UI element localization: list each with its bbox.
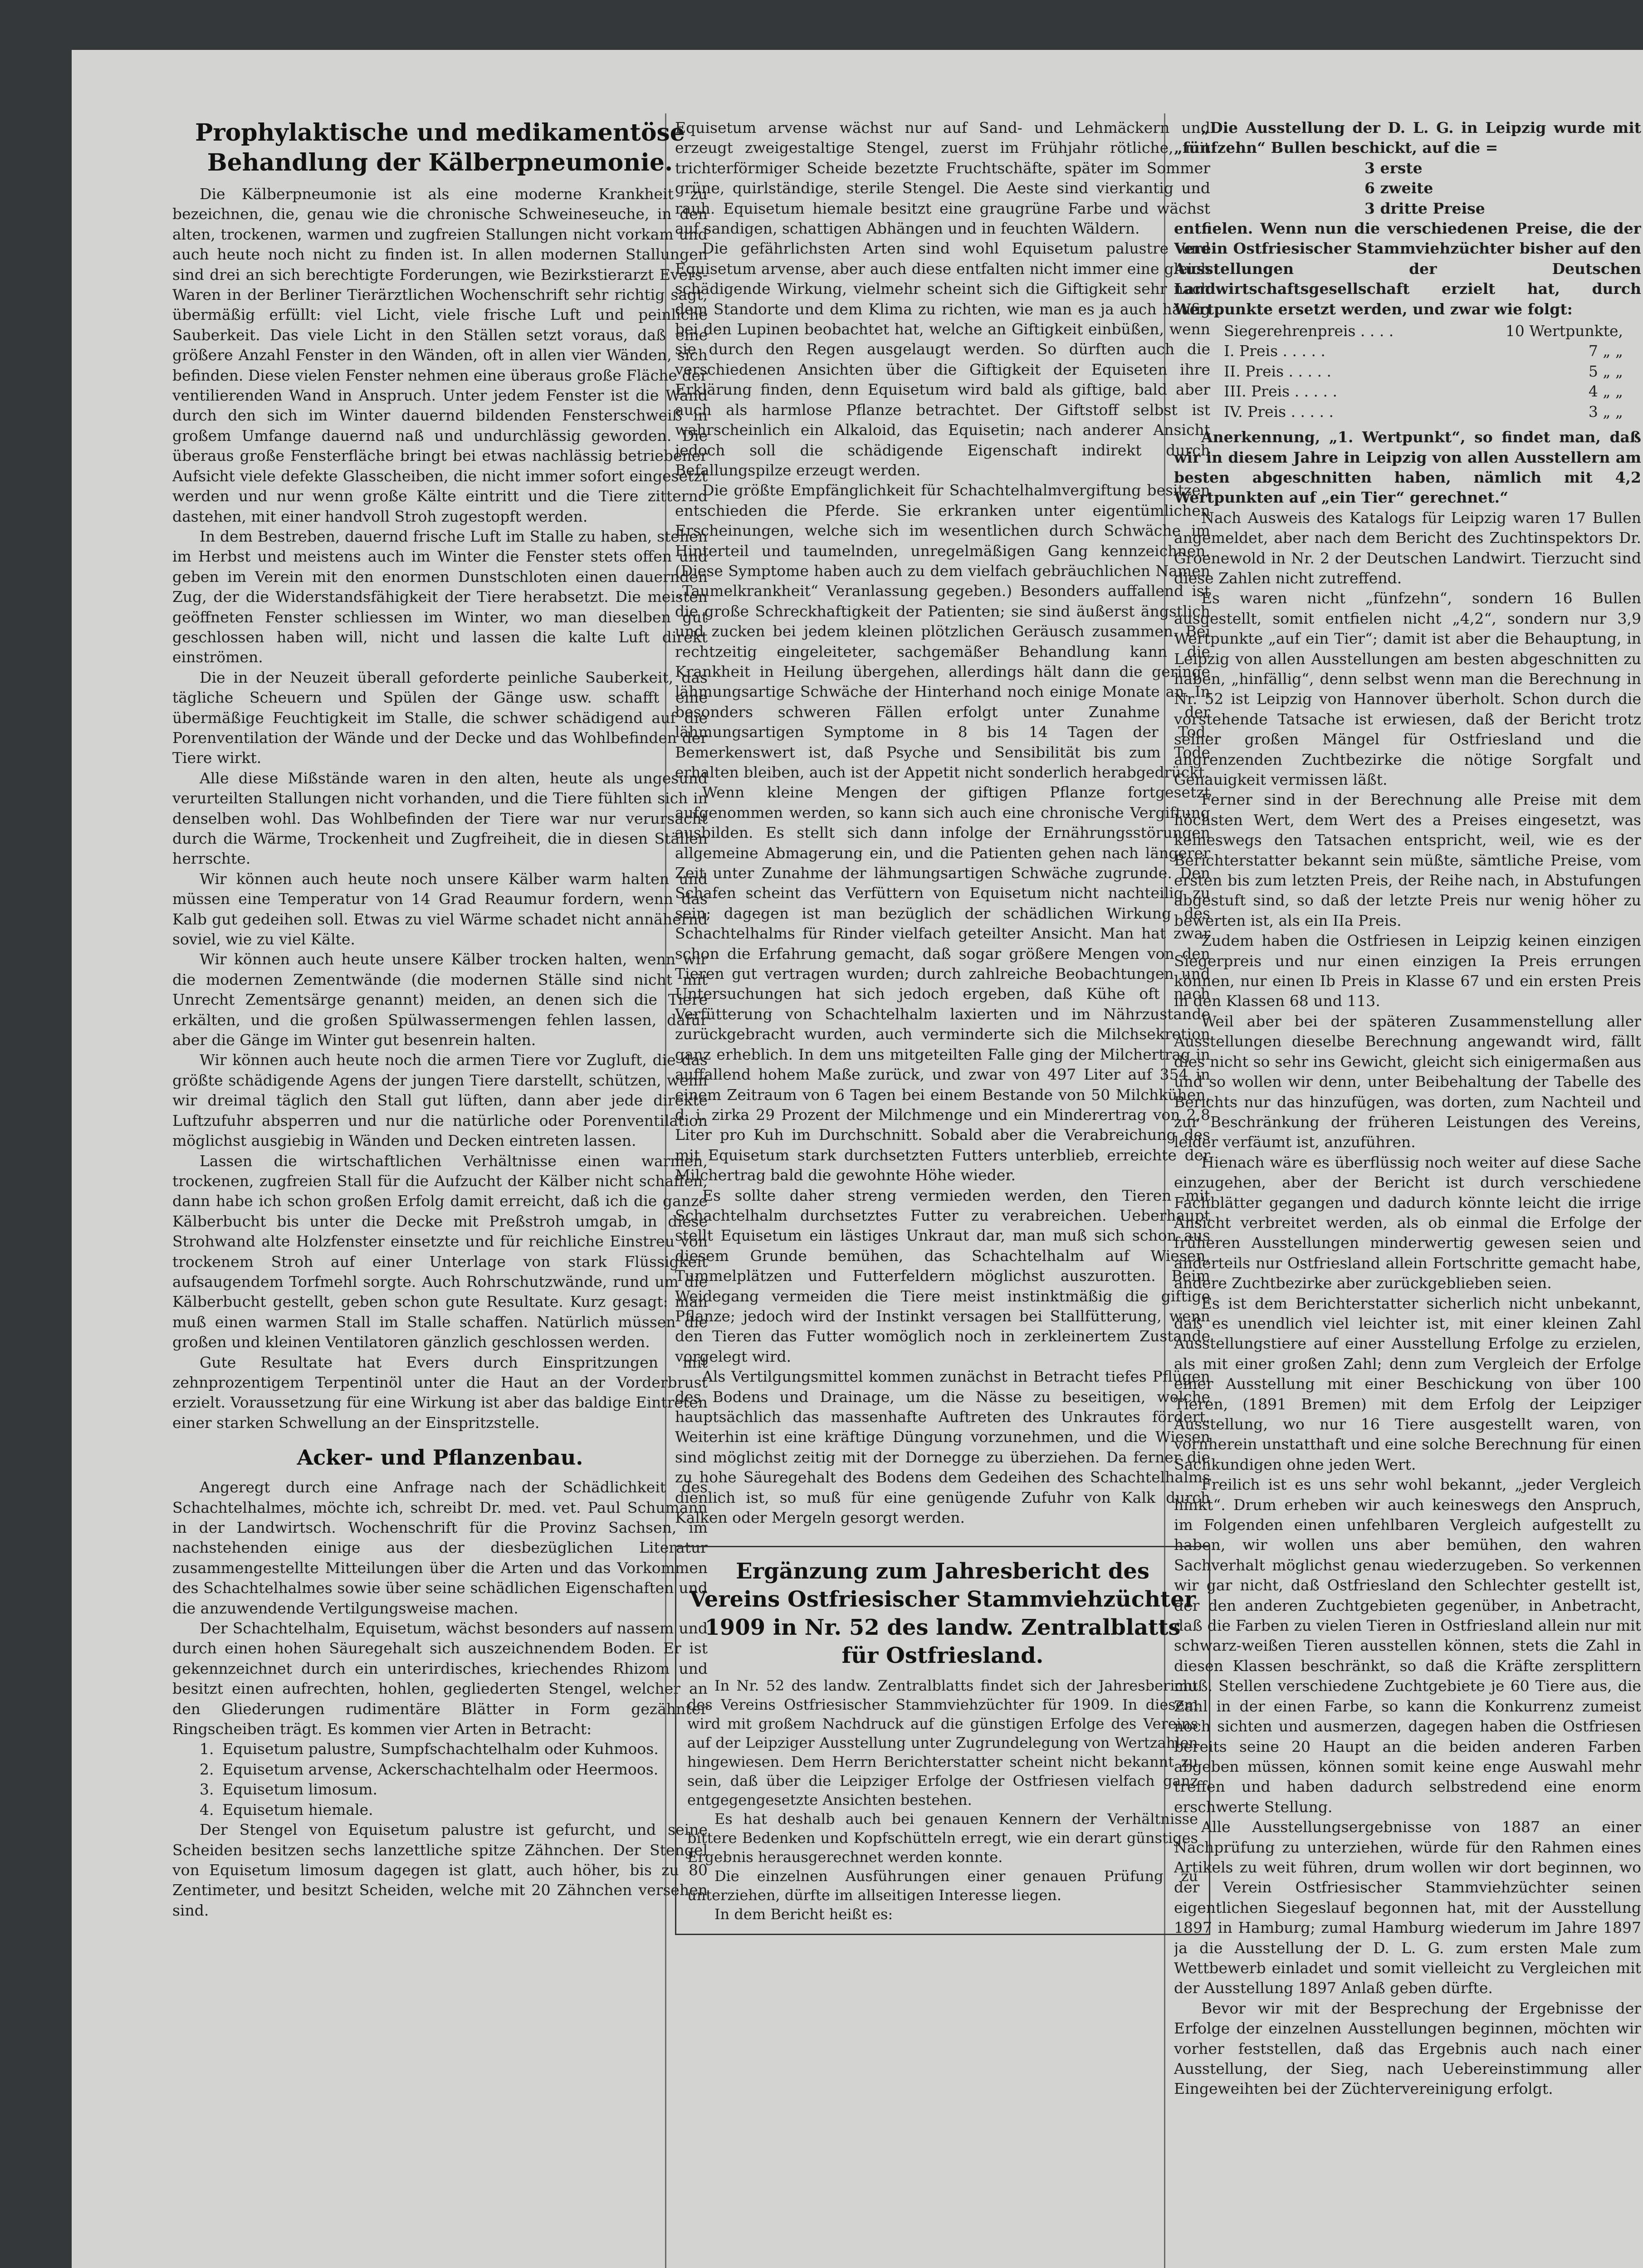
paragraph: In Nr. 52 des landw. Zentralblatts findet sich der Jahresbericht des Vereins Ostfriesischer Stammviehzüchter für 1909. In diesem wird mit großem Nachdruck auf die günstigen Erfolge des Vereins auf der Leipziger Ausstellung unter Zugrundelegung von Wertzahlen hingewiesen. Dem Herrn Berichterstatter scheint nicht bekannt zu sein, daß über die Leipziger Erfolge der Ostfriesen vielfach ganz entgegengesetzte Ansichten bestehen.: [687, 1677, 1198, 1809]
article-body-schachtelhalm: [172, 1477, 708, 1921]
article-body-pneumonie: [172, 184, 708, 1433]
paragraph: Die Kälberpneumonie ist als eine moderne Krankheit zu bezeichnen, die, genau wie die chronische Schweineseuche, in den alten, trockenen, warmen und zugfreien Stallungen nicht vorkam und auch heute noch nicht zu finden ist. In allen modernen Stallungen sind drei an sich berechtigte Forderungen, wie Bezirkstierarzt Evers-Waren in der Berliner Tierärztlichen Wochenschrift sehr richtig sagt, übermäßig erfüllt: viel Licht, viele frische Luft und peinliche Sauberkeit. Das viele Licht in den Ställen setzt voraus, daß eine größere Anzahl Fenster in den Wänden, oft in allen vier Wänden, sich befinden. Diese vielen Fenster nehmen eine überaus große Fläche der ventilierenden Wand in Anspruch. Unter jedem Fenster ist die Wand durch den sich im Winter dauernd bildenden Fensterschweiß in großem Umfange dauernd naß und undurchlässig geworden. Die überaus große Fensterfläche bringt bei etwas nachlässig betriebener Aufsicht viele defekte Glasscheiben, die nicht immer sofort eingesetzt werden und nur wenn große Kälte eintritt und die Tiere zitternd dastehen, mit einer handvoll Stroh zugestopft werden.: [172, 185, 708, 525]
paragraph: Wir können auch heute unsere Kälber trocken halten, wenn wir die modernen Zementwände (die modernen Ställe sind nicht mit Unrecht Zementsärge genannt) meiden, an denen sich die Tiere erkälten, und die großen Spülwassermengen fehlen lassen, dafür aber die Gänge im Winter gut besenrein halten.: [172, 950, 708, 1049]
paragraph: Es hat deshalb auch bei genauen Kennern der Verhältnisse bittere Bedenken und Kopfschütteln erregt, wie ein derart günstiges Ergebnis herausgerechnet werden konnte.: [687, 1810, 1198, 1866]
prize-item: 6 zweite: [1364, 179, 1433, 197]
paragraph: Bevor wir mit der Besprechung der Ergebnisse der Erfolge der einzelnen Ausstellungen beginnen, möchten wir vorher feststellen, daß das Ergebnis auch nach einer Ausstellung, der Sieg, nach Uebereinstimmung aller Eingeweihten bei der Züchtervereinigung erfolgt.: [1174, 1999, 1641, 2098]
paragraph: Nach Ausweis des Katalogs für Leipzig waren 17 Bullen angemeldet, aber nach dem Bericht des Zuchtinspektors Dr. Groenewold in Nr. 2 der Deutschen Landwirt. Tierzucht sind diese Zahlen nicht zutreffend.: [1174, 508, 1641, 587]
paragraph: Lassen die wirtschaftlichen Verhältnisse einen warmen, trockenen, zugfreien Stall für die Aufzucht der Kälber nicht schaffen, dann habe ich schon großen Erfolg damit erreicht, daß ich die ganze Kälberbucht bis unter die Decke mit Preßstroh umgab, in diese Strohwand alte Holzfenster einsetzte und für reichliche Einstreu von trockenem Stroh auf einer Unterlage von stark Flüssigkeit aufsaugendem Torfmehl sorgte. Auch Rohrschutzwände, rund um die Kälberbucht gestellt, geben schon gute Resultate. Kurz gesagt: man muß einen warmen Stall im Stalle schaffen. Natürlich müssen die großen und kleinen Ventilatoren gänzlich geschlossen werden.: [172, 1152, 708, 1351]
paragraph: Es ist dem Berichterstatter sicherlich nicht unbekannt, daß es unendlich viel leichter ist, mit einer kleinen Zahl Ausstellungstiere auf einer Ausstellung Erfolge zu erzielen, als mit einer großen Zahl; denn zum Vergleich der Erfolge einer Ausstellung mit einer Beschickung von über 100 Tieren, (1891 Bremen) mit dem Erfolg der Leipziger Ausstellung, wo nur 16 Tiere ausgestellt waren, von vornherein unstatthaft und eine solche Berechnung für einen Sachkundigen ohne jeden Wert.: [1174, 1294, 1641, 1473]
paragraph: Alle Ausstellungsergebnisse von 1887 an einer Nachprüfung zu unterziehen, würde für den Rahmen eines Artikels zu weit führen, drum wollen wir dort beginnen, wo der Verein Ostfriesischer Stammviehzüchter seinen eigentlichen Siegeslauf begonnen hat, mit der Ausstellung 1897 in Hamburg; zumal Hamburg wiederum im Jahre 1897 ja die Ausstellung der D. L. G. zum ersten Male zum Wettbewerb einladet und somit vielleicht zu Vergleichen mit der Ausstellung 1897 Anlaß geben dürfte.: [1174, 1818, 1641, 1997]
list-item: 3. Equisetum limosum.: [200, 1780, 378, 1799]
points-table: [1174, 321, 1641, 422]
paragraph: Zudem haben die Ostfriesen in Leipzig keinen einzigen Siegerpreis und nur einen einzigen Ia Preis errungen können, nur einen Ib Preis in Klasse 67 und ein ersten Preis in den Klassen 68 und 113.: [1174, 932, 1641, 1010]
article-title-pneumonie: Prophylaktische und medikamentöse Behandlung der Kälberpneumonie.: [195, 119, 685, 176]
paragraph: Alle diese Mißstände waren in den alten, heute als ungesund verurteilten Stallungen nicht vorhanden, und die Tiere fühlten sich in denselben wohl. Das Wohlbefinden der Tiere war nur verursacht durch die Wärme, Trockenheit und Zugfreiheit, die in diesen Ställen herrschte.: [172, 769, 708, 868]
paragraph: Es waren nicht „fünfzehn“, sondern 16 Bullen ausgestellt, somit entfielen nicht „4,2“, sondern nur 3,9 Wertpunkte „auf ein Tier“; damit ist aber die Behauptung, in Leipzig von allen Ausstellungen am besten abgeschnitten zu haben, „hinfällig“, denn selbst wenn man die Berechnung in Nr. 52 ist Leipzig von Hannover überholt. Schon durch die vorstehende Tatsache ist erwiesen, daß der Bericht trotz seiner großen Mängel für Ostfriesland und die angrenzenden Zuchtbezirke die nötige Sorgfalt und Genauigkeit vermissen läßt.: [1174, 589, 1641, 788]
prize-item: 3 erste: [1364, 159, 1423, 177]
paragraph: In dem Bestreben, dauernd frische Luft im Stalle zu haben, stehen im Herbst und meistens auch im Winter die Fenster stets offen und geben im Verein mit den enormen Dunstschloten einen dauernden Zug, der die Widerstandsfähigkeit der Tiere herabsetzt. Die meisten geöffneten Fenster schliessen im Winter, wo man dieselben gut geschlossen haben will, nicht und lassen die kalte Luft direkt einströmen.: [172, 527, 708, 666]
paragraph: Als Vertilgungsmittel kommen zunächst in Betracht tiefes Pflügen des Bodens und Drainage, um die Nässe zu beseitigen, welche hauptsächlich das massenhafte Auftreten des Unkrautes fördert. Weiterhin ist eine kräftige Düngung vorzunehmen, und die Wiesen sind möglichst zeitig mit der Dornegge zu überziehen. Da ferner die zu hohe Säuregehalt des Bodens dem Gedeihen des Schachtelhalms dienlich ist, so muß für eine genügende Zufuhr von Kalk durch Kalken oder Mergeln gesorgt werden.: [675, 1368, 1210, 1527]
paragraph: Die in der Neuzeit überall geforderte peinliche Sauberkeit, das tägliche Scheuern und Spülen der Gänge usw. schafft eine übermäßige Feuchtigkeit im Stalle, die schwer schädigend auf die Porenventilation der Wände und der Decke und das Wohlbefinden der Tiere wirkt.: [172, 668, 708, 767]
paragraph: Equisetum arvense wächst nur auf Sand- und Lehmäckern und erzeugt zweigestaltige Stengel, zuerst im Frühjahr rötliche, mit trichterförmiger Scheide bezetzte Fruchtschäfte, später im Sommer grüne, quirlständige, sterile Stengel. Die Aeste sind vierkantig und rauh. Equisetum hiemale besitzt eine graugrüne Farbe und wächst auf sandigen, schattigen Abhängen und in feuchten Wäldern.: [675, 119, 1210, 238]
prize-list: [1174, 158, 1641, 219]
paragraph: Hienach wäre es überflüssig noch weiter auf diese Sache einzugehen, aber der Bericht ist durch verschiedene Fachblätter gegangen und dadurch könnte leicht die irrige Ansicht verbreitet werden, als ob einmal die Erfolge der früheren Ausstellungen minderwertig gewesen seien und anderteils nur Ostfriesland allein Fortschritte gemacht habe, andere Zuchtbezirke aber zurückgeblieben seien.: [1174, 1153, 1641, 1292]
species-list: [172, 1739, 708, 1820]
paragraph: Der Schachtelhalm, Equisetum, wächst besonders auf nassem und durch einen hohen Säuregehalt sich auszeichnendem Boden. Er ist gekennzeichnet durch ein unterirdisches, kriechendes Rhizom und besitzt einen aufrechten, hohlen, gegliederten Stengel, welcher an den Gliederungen rudimentäre Blätter in Form gezähnter Ringscheiben trägt. Es kommen vier Arten in Betracht:: [172, 1619, 708, 1738]
paragraph: Gute Resultate hat Evers durch Einspritzungen mit zehnprozentigem Terpentinöl unter die Haut an der Vorderbrust erzielt. Voraussetzung für eine Wirkung ist aber das baldige Eintreten einer starken Schwellung an der Einspritzstelle.: [172, 1353, 708, 1432]
paragraph: Anerkennung, „1. Wertpunkt“, so findet man, daß wir in diesem Jahre in Leipzig von allen Ausstellern am besten abgeschnitten haben, nämlich mit 4,2 Wertpunkten auf „ein Tier“ gerechnet.“: [1174, 428, 1641, 507]
paragraph: Die einzelnen Ausführungen einer genauen Prüfung zu unterziehen, dürfte im allseitigen Interesse liegen.: [687, 1867, 1198, 1904]
newspaper-page: [72, 50, 1643, 2268]
points-row: I. Preis . . . . . 7 „ „: [1224, 342, 1623, 360]
paragraph: Ferner sind in der Berechnung alle Preise mit dem höchsten Wert, dem Wert des a Preises eingesetzt, was keineswegs den Tatsachen entspricht, weil, wie es der Berichterstatter bekannt sein müßte, sämtliche Preise, vom ersten bis zum letzten Preis, der Reihe nach, in Abstufungen abgestuft sind, so daß der letzte Preis nur wenig höher zu bewerten ist, als ein IIa Preis.: [1174, 791, 1641, 929]
points-row: Siegerehrenpreis . . . . 10 Wertpunkte,: [1224, 322, 1623, 340]
paragraph: Weil aber bei der späteren Zusammenstellung aller Ausstellungen dieselbe Berechnung angewandt wird, fällt dies nicht so sehr ins Gewicht, gleicht sich einigermaßen aus und so wollen wir denn, unter Beibehaltung der Tabelle des Berichts nur das hinzufügen, was dorten, zum Nachteil und zur Beschränkung der früheren Leistungen des Vereins, leider verfäumt ist, anzuführen.: [1174, 1012, 1641, 1151]
column-middle: [675, 118, 1210, 2268]
list-item: 1. Equisetum palustre, Sumpfschachtelhalm oder Kuhmoos.: [200, 1740, 659, 1758]
paragraph: Die gefährlichsten Arten sind wohl Equisetum palustre und Equisetum arvense, aber auch diese entfalten nicht immer eine gleich schädigende Wirkung, vielmehr scheint sich die Giftigkeit sehr nach dem Standorte und dem Klima zu richten, wie man es ja auch häufig bei den Lupinen beobachtet hat, welche an Giftigkeit einbüßen, wenn sie durch den Regen ausgelaugt werden. So dürften auch die verschiedenen Ansichten über die Giftigkeit der Equiseten ihre Erklärung finden, denn Equisetum wird bald als giftige, bald aber auch als harmlose Pflanze betrachtet. Der Giftstoff selbst ist wahrscheinlich ein Alkaloid, das Equisetin; nach anderer Ansicht jedoch soll die schädigende Eigenschaft indirekt durch Befallungspilze erzeugt werden.: [675, 240, 1210, 479]
boxed-article-title: Ergänzung zum Jahresbericht des Vereins Ostfriesischer Stammviehzüchter 1909 in Nr. 52 des landw. Zentralblatts für Ostfriesland.: [689, 1559, 1196, 1669]
paragraph: Es sollte daher streng vermieden werden, den Tieren mit Schachtelhalm durchsetztes Futter zu verabreichen. Ueberhaupt stellt Equisetum ein lästiges Unkraut dar, man muß sich schon aus diesem Grunde bemühen, das Schachtelhalm auf Wiesen, Tummelplätzen und Futterfeldern möglichst auszurotten. Beim Weidegang vermeiden die Tiere meist instinktmäßig die giftige Pflanze; jedoch wird der Instinkt versagen bei Stallfütterung, wenn den Tieren das Futter womöglich noch in zerkleinertem Zustande vorgelegt wird.: [675, 1186, 1210, 1365]
column-right: [1174, 118, 1641, 2268]
points-row: IV. Preis . . . . . 3 „ „: [1224, 402, 1623, 420]
paragraph: Angeregt durch eine Anfrage nach der Schädlichkeit des Schachtelhalmes, möchte ich, schreibt Dr. med. vet. Paul Schumann in der Landwirtsch. Wochenschrift für die Provinz Sachsen, im nachstehenden einige aus der diesbezüglichen Literatur zusammengestellte Mitteilungen über die Arten und das Vorkommen des Schachtelhalmes sowie über seine schädlichen Eigenschaften und die anzuwendende Vertilgungsweise machen.: [172, 1478, 708, 1617]
paragraph: Wenn kleine Mengen der giftigen Pflanze fortgesetzt aufgenommen werden, so kann sich auch eine chronische Vergiftung ausbilden. Es stellt sich dann infolge der Ernährungsstörungen allgemeine Abmagerung ein, und die Patienten gehen nach längerer Zeit unter Zunahme der lähmungsartigen Schwäche zugrunde. Den Schafen scheint das Verfüttern von Equisetum nicht nachteilig zu sein; dagegen ist man bezüglich der schädlichen Wirkung des Schachtelhalms für Rinder vielfach geteilter Ansicht. Man hat zwar schon die Erfahrung gemacht, daß sogar größere Mengen von den Tieren gut vertragen wurden; durch zahlreiche Beobachtungen und Untersuchungen hat sich jedoch ergeben, daß Kühe oft nach Verfütterung von Schachtelhalm laxierten und im Nährzustande zurückgebracht wurden, auch verminderte sich die Milchsekretion ganz erheblich. In dem uns mitgeteilten Falle ging der Milchertrag in auffallend hohem Maße zurück, und zwar von 497 Liter auf 354 in einem Zeitraum von 6 Tagen bei einem Bestande von 50 Milchkühen, d. i. zirka 29 Prozent der Milchmenge und ein Minderertrag von 2,8 Liter pro Kuh im Durchschnitt. Sobald aber die Verabreichung des mit Equisetum stark durchsetzten Futters unterblieb, erreichte der Milchertrag bald die gewohnte Höhe wieder.: [675, 783, 1210, 1184]
paragraph: „Die Ausstellung der D. L. G. in Leipzig wurde mit „fünfzehn“ Bullen beschickt, auf die =: [1174, 119, 1641, 157]
points-row: II. Preis . . . . . 5 „ „: [1224, 362, 1623, 380]
paragraph: Freilich ist es uns sehr wohl bekannt, „jeder Vergleich hinkt“. Drum erheben wir auch keineswegs den Anspruch, im Folgenden einen unfehlbaren Vergleich aufgestellt zu haben, wir wollen uns aber bemühen, den wahren Sachverhalt möglichst genau wiederzugeben. So verkennen wir gar nicht, daß Ostfriesland den Schlechter gestellt ist, der den anderen Zuchtgebieten gegenüber, in Anbetracht, daß die Farben zu vielen Tieren in Ostfriesland allein nur mit schwarz-weißen Tieren ausstellen können, stets die Zahl in diesen Klassen beschränkt, so daß die Kräfte zersplittern muß. Stellen verschiedene Zuchtgebiete je 60 Tiere aus, die Zahl in der einen Farbe, so kann die Konkurrenz zumeist noch sichten und ausmerzen, dagegen haben die Ostfriesen bereits seine 20 Haupt an die beiden anderen Farben abgeben müssen, können somit keine enge Auswahl mehr treffen und haben dadurch selbstredend eine enorm erschwerte Stellung.: [1174, 1476, 1641, 1816]
paragraph: Der Stengel von Equisetum palustre ist gefurcht, und seine Scheiden besitzen sechs lanzettliche spitze Zähnchen. Der Stengel von Equisetum limosum dagegen ist glatt, auch höher, bis zu 80 Zentimeter, und besitzt Scheiden, welche mit 20 Zähnchen versehen sind.: [172, 1821, 708, 1919]
points-row: III. Preis . . . . . 4 „ „: [1224, 382, 1623, 401]
section-title-ackerbau: Acker- und Pflanzenbau.: [297, 1445, 583, 1470]
paragraph: Wir können auch heute noch unsere Kälber warm halten und müssen eine Temperatur von 14 Grad Reaumur fordern, wenn das Kalb gut gedeihen soll. Etwas zu viel Wärme schadet nicht annähernd soviel, wie zu viel Kälte.: [172, 870, 708, 948]
paragraph: Die größte Empfänglichkeit für Schachtelhalmvergiftung besitzen entschieden die Pferde. Sie erkranken unter eigentümlichen Erscheinungen, welche sich im wesentlichen durch Schwäche im Hinterteil und taumelnden, unregelmäßigen Gang kennzeichnen. (Diese Symptome haben auch zu dem vielfach gebräuchlichen Namen „Taumelkrankheit“ Veranlassung gegeben.) Besonders auffallend ist die große Schreckhaftigkeit der Patienten; sie sind äußerst ängstlich und zucken bei jedem kleinen plötzlichen Geräusch zusammen. Bei rechtzeitig eingeleiteter, sachgemäßer Behandlung kann die Krankheit in Heilung übergehen, allerdings hält dann die geringe lähmungsartige Schwäche der Hinterhand noch einige Monate an. In besonders schweren Fällen erfolgt unter Zunahme der lähmungsartigen Symptome in 8 bis 14 Tagen der Tod. Bemerkenswert ist, daß Psyche und Sensibilität bis zum Tode erhalten bleiben, auch ist der Appetit nicht sonderlich herabgedrückt.: [675, 481, 1210, 781]
list-item: 4. Equisetum hiemale.: [200, 1800, 373, 1818]
paragraph: entfielen. Wenn nun die verschiedenen Preise, die der Verein Ostfriesischer Stammviehzüchter bisher auf den Ausstellungen der Deutschen Landwirtschaftsgesellschaft erzielt hat, durch Wertpunkte ersetzt werden, und zwar wie folgt:: [1174, 220, 1641, 318]
column-left: [172, 118, 708, 2268]
paragraph: In dem Bericht heißt es:: [714, 1906, 893, 1923]
prize-item: 3 dritte Preise: [1364, 199, 1485, 217]
boxed-article-ergaenzung: [675, 1546, 1210, 1935]
paragraph: Wir können auch heute noch die armen Tiere vor Zugluft, die das größte schädigende Agens der jungen Tiere darstellt, schützen, wenn wir dreimal täglich den Stall gut lüften, dann aber jede direkte Luftzufuhr absperren und nur die natürliche oder Porenventilation möglichst ausgiebig in Wänden und Decken eintreten lassen.: [172, 1051, 708, 1150]
list-item: 2. Equisetum arvense, Ackerschachtelhalm oder Heermoos.: [200, 1760, 659, 1778]
